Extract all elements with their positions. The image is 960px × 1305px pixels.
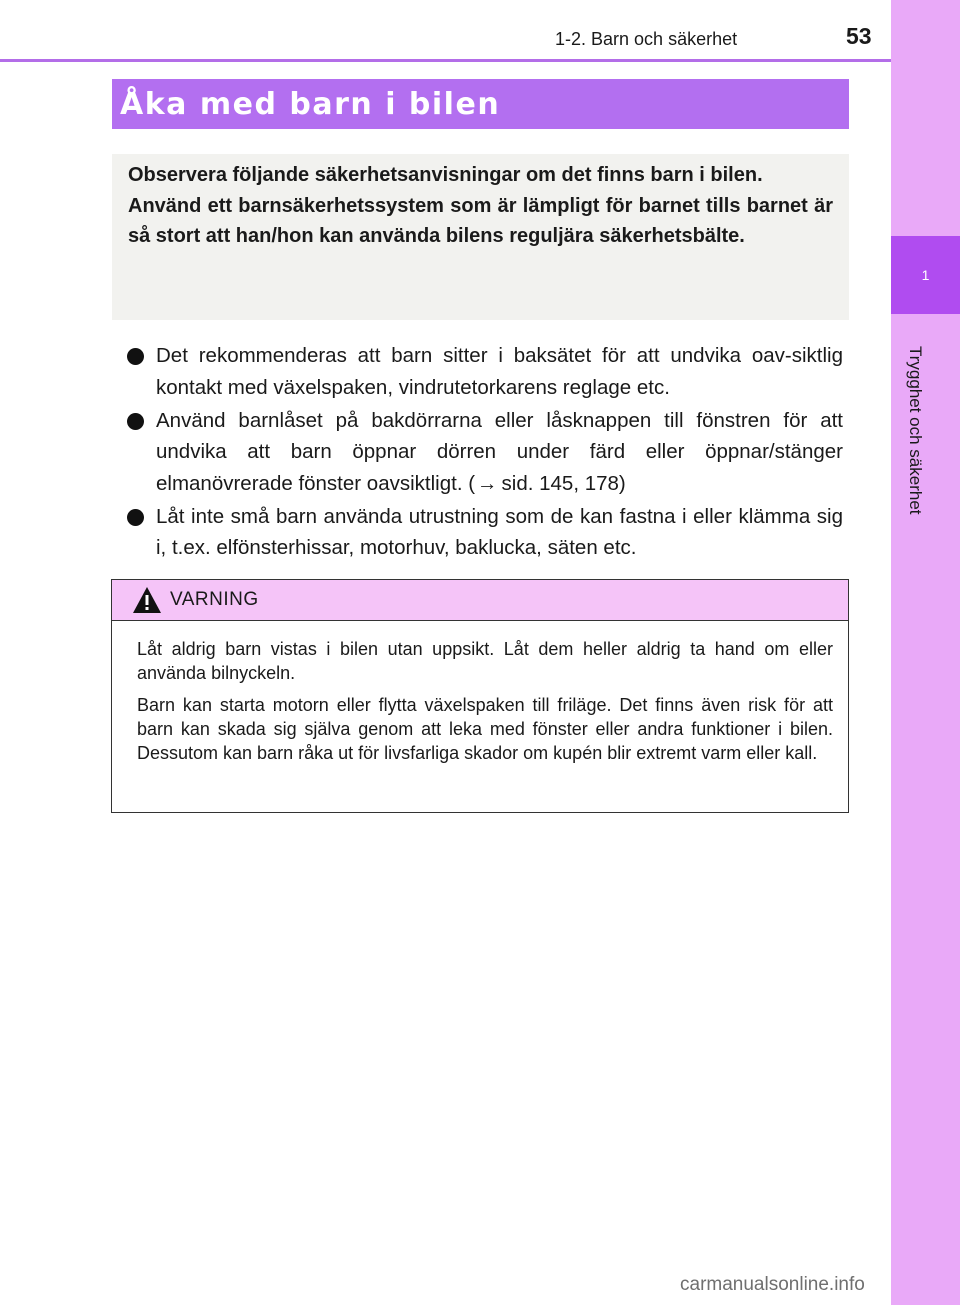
page-number: 53 [846,23,872,49]
bullet-icon [127,413,144,430]
page-reference-link[interactable]: sid. 145, 178) [501,471,626,495]
warning-label: VARNING [170,589,259,610]
intro-box [112,154,849,320]
warning-triangle-icon [132,586,162,614]
header-divider [0,59,891,62]
list-item [127,501,843,564]
bullet-icon [127,509,144,526]
list-item-text: Det rekommenderas att barn sitter i baksätet för att undvika oav-siktlig kontakt med växelspaken, vindrutetorkarens reglage etc. [156,344,843,399]
side-chapter-title: Trygghet och säkerhet [906,345,925,515]
list-item-text: Använd barnlåset på bakdörrarna eller låsknappen till fönstren för att undvika att barn öppnar dörren under färd eller öppnar/stänger elmanövrerade fönster oavsiktligt. ( [156,408,843,495]
list-item [127,405,843,500]
list-item-text: Låt inte små barn använda utrustning som de kan fastna i eller klämma sig i, t.ex. elfönsterhissar, motorhuv, baklucka, säten etc. [156,504,843,559]
arrow-right-icon: → [477,471,498,495]
warning-body [112,621,848,765]
bullet-icon [127,348,144,365]
page-title-bar [112,79,849,129]
intro-paragraph: Använd ett barnsäkerhetssystem som är lämpligt för barnet tills barnet är så stort att han/hon kan använda bilens reguljära säkerhetsbälte. [128,194,833,248]
bullet-list [127,340,843,565]
header-section-title: 1-2. Barn och säkerhet [555,29,738,49]
list-item [127,340,843,403]
side-chapter-number[interactable]: 1 [891,236,960,314]
warning-box [111,579,849,813]
watermark: carmanualsonline.info [680,1274,865,1295]
page-title: Åka med barn i bilen [120,86,501,122]
warning-header [112,580,848,621]
side-tab [891,0,960,1305]
warning-paragraph: Barn kan starta motorn eller flytta växelspaken till friläge. Det finns även risk för att barn kan skada sig själva genom att leka med fönster eller andra funktioner i bilen. Dessutom kan barn råka ut för livsfarliga skador om kupén blir extremt varm eller kall. [137,695,833,763]
warning-paragraph: Låt aldrig barn vistas i bilen utan uppsikt. Låt dem heller aldrig ta hand om eller använda bilnyckeln. [137,639,833,683]
intro-paragraph: Observera följande säkerhetsanvisningar om det finns barn i bilen. [128,164,763,186]
